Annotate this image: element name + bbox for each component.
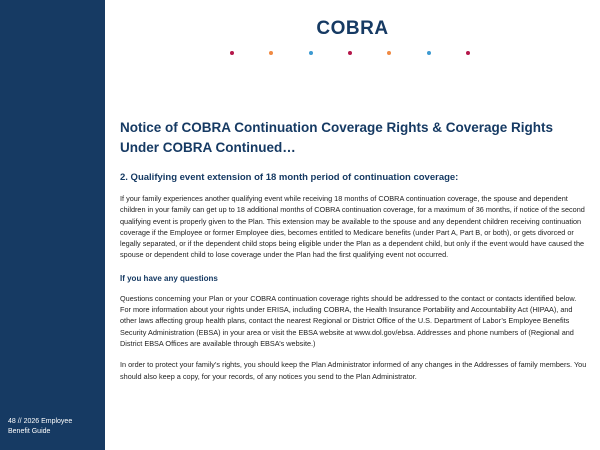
page-footer [8,417,98,437]
decorative-dot [309,51,313,55]
questions-heading: If you have any questions [120,273,218,283]
notice-title: Notice of COBRA Continuation Coverage Rights & Coverage Rights Under COBRA Continued… [120,120,554,155]
sidebar-panel [0,0,105,450]
page-title: COBRA [316,18,389,39]
decorative-dot [348,51,352,55]
decorative-dot [269,51,273,55]
decorative-dot [230,51,234,55]
questions-body: Questions concerning your Plan or your COBRA continuation coverage rights should be addressed to the contact or contacts identified below. For more information about your rights under ERISA, including COBRA, the Health Insurance Portability and Accountability Act (HIPAA), and other laws affecting group health plans, contact the nearest Regional or District Office of the U.S. Department of Labor’s Employee Benefits Security Administration (EBSA) in your area or visit the EBSA website at www.dol.gov/ebsa. Addresses and phone numbers of (Regional and District EBSA Offices are available through EBSA’s website.) [120,293,577,348]
footer-guide-label: Benefit Guide [8,428,51,435]
decorative-dot [466,51,470,55]
section-body: If your family experiences another qualifying event while receiving 18 months of COBRA continuation coverage, the spouse and dependent children in your family can get up to 18 additional months of COBRA continuation coverage, for a maximum of 36 months, if notice of the second qualifying event is properly given to the Plan. This extension may be available to the spouse and any dependent children receiving continuation coverage if the Employee or former Employee dies, becomes entitled to Medicare benefits (under Part A, Part B, or both), or gets divorced or legally separated, or if the dependent child stops being eligible under the Plan as a dependent child, but only if the event would have caused the spouse or dependent child to lose coverage under the Plan had the first qualifying event not occurred. [120,194,585,260]
header [105,0,600,72]
footer-page-label: 48 // 2026 Employee [8,418,73,425]
protect-rights-body: In order to protect your family’s rights, you should keep the Plan Administrator informed of any changes in the Addresses of family members. You should also keep a copy, for your records, of any notices you send to the Plan Administrator. [120,360,587,381]
decorative-dots [230,50,470,56]
decorative-dot [387,51,391,55]
section-heading: 2. Qualifying event extension of 18 month period of continuation coverage: [120,172,459,183]
decorative-dot [427,51,431,55]
main-content [120,118,588,382]
